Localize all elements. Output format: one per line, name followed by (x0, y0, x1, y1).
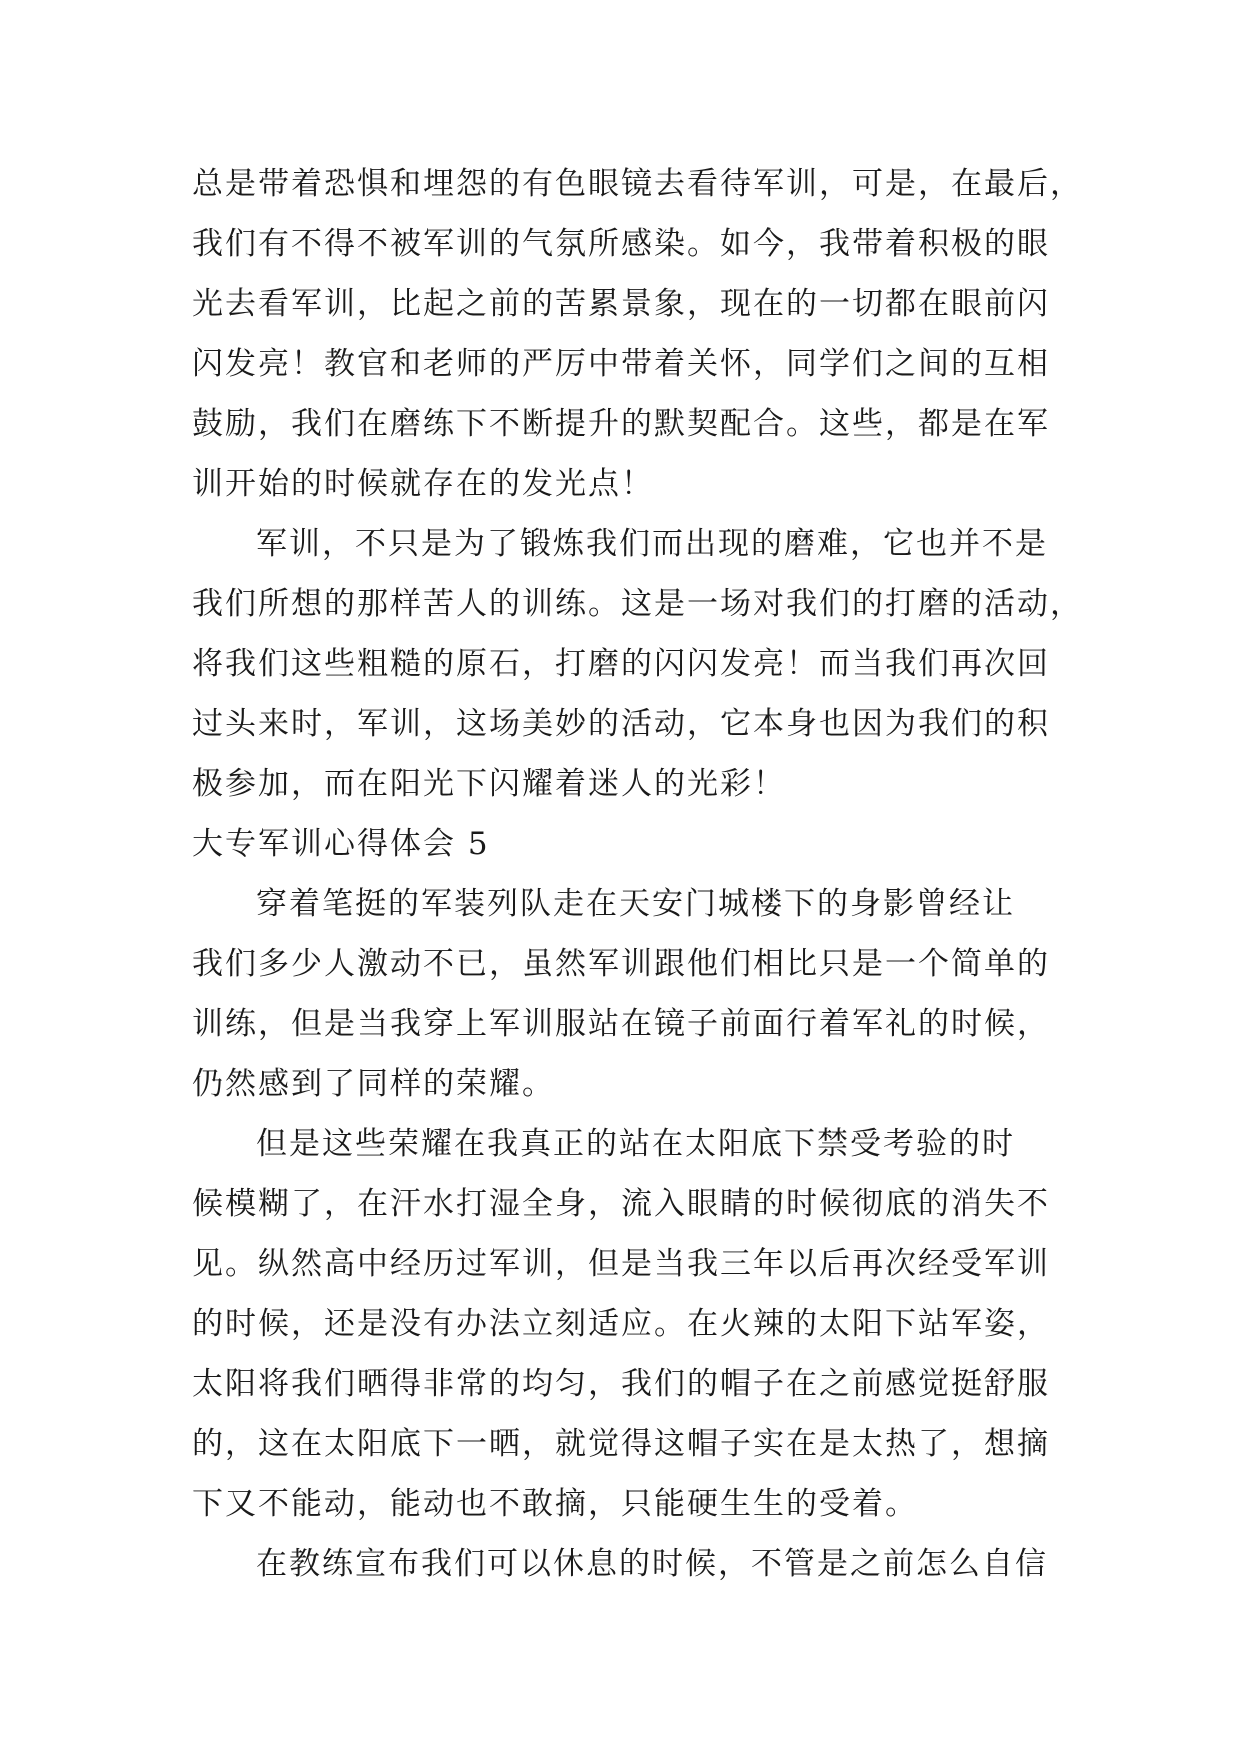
text-line: 我们有不得不被军训的气氛所感染。如今，我带着积极的眼 (192, 226, 1050, 262)
text-line: 我们所想的那样苦人的训练。这是一场对我们的打磨的活动， (192, 586, 1083, 622)
text-line: 太阳将我们晒得非常的均匀，我们的帽子在之前感觉挺舒服 (192, 1366, 1050, 1402)
text-line: 训开始的时候就存在的发光点！ (192, 466, 654, 502)
text-line: 我们多少人激动不已，虽然军训跟他们相比只是一个简单的 (192, 946, 1050, 982)
text-line: 总是带着恐惧和埋怨的有色眼镜去看待军训，可是，在最后， (192, 166, 1083, 202)
paragraph-first-line: 但是这些荣耀在我真正的站在太阳底下禁受考验的时 (256, 1126, 1015, 1162)
text-line: 候模糊了，在汗水打湿全身，流入眼睛的时候彻底的消失不 (192, 1186, 1050, 1222)
text-line: 光去看军训，比起之前的苦累景象，现在的一切都在眼前闪 (192, 286, 1050, 322)
text-line: 鼓励，我们在磨练下不断提升的默契配合。这些，都是在军 (192, 406, 1050, 442)
text-line: 将我们这些粗糙的原石，打磨的闪闪发亮！而当我们再次回 (192, 646, 1050, 682)
document-body (192, 154, 1083, 1594)
text-line: 训练，但是当我穿上军训服站在镜子前面行着军礼的时候， (192, 1006, 1050, 1042)
text-line: 闪发亮！教官和老师的严厉中带着关怀，同学们之间的互相 (192, 346, 1050, 382)
text-line: 极参加，而在阳光下闪耀着迷人的光彩！ (192, 766, 786, 802)
text-line: 仍然感到了同样的荣耀。 (192, 1066, 555, 1102)
paragraph-first-line: 在教练宣布我们可以休息的时候，不管是之前怎么自信 (256, 1546, 1048, 1582)
paragraph-first-line: 穿着笔挺的军装列队走在天安门城楼下的身影曾经让 (256, 886, 1015, 922)
text-line: 的，这在太阳底下一晒，就觉得这帽子实在是太热了，想摘 (192, 1426, 1050, 1462)
text-line: 见。纵然高中经历过军训，但是当我三年以后再次经受军训 (192, 1246, 1050, 1282)
text-line: 下又不能动，能动也不敢摘，只能硬生生的受着。 (192, 1486, 918, 1522)
paragraph-first-line: 军训，不只是为了锻炼我们而出现的磨难，它也并不是 (256, 526, 1048, 562)
text-line: 过头来时，军训，这场美妙的活动，它本身也因为我们的积 (192, 706, 1050, 742)
text-line: 的时候，还是没有办法立刻适应。在火辣的太阳下站军姿， (192, 1306, 1050, 1342)
section-heading: 大专军训心得体会 5 (192, 826, 490, 862)
